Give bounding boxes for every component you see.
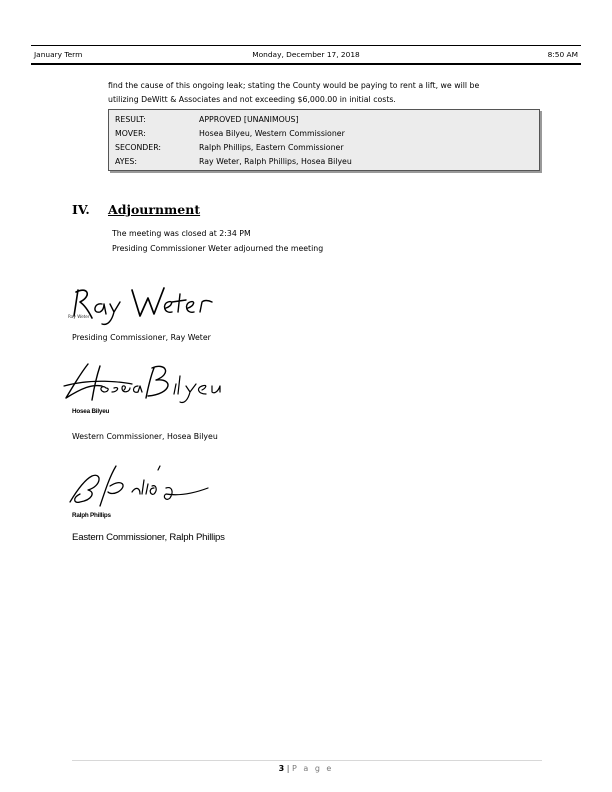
signature-2-title: Western Commissioner, Hosea Bilyeu bbox=[72, 432, 218, 441]
vote-value: Ray Weter, Ralph Phillips, Hosea Bilyeu bbox=[199, 156, 352, 166]
vote-value: Hosea Bilyeu, Western Commissioner bbox=[199, 128, 345, 138]
signature-ray-weter bbox=[62, 282, 222, 330]
page-footer bbox=[0, 764, 612, 773]
page-label: P a g e bbox=[292, 764, 334, 773]
section-title: Adjournment bbox=[108, 202, 201, 217]
vote-key: RESULT: bbox=[115, 114, 146, 124]
vote-row bbox=[115, 112, 352, 126]
vote-key: AYES: bbox=[115, 156, 137, 166]
vote-value: Ralph Phillips, Eastern Commissioner bbox=[199, 142, 344, 152]
header-term: January Term bbox=[34, 50, 83, 59]
vote-row bbox=[115, 140, 352, 154]
header-date: Monday, December 17, 2018 bbox=[252, 50, 360, 59]
signature-hosea-bilyeu bbox=[62, 358, 232, 406]
signature-caption: Ray Weter bbox=[68, 314, 90, 319]
adjourn-line-2: Presiding Commissioner Weter adjourned the meeting bbox=[112, 244, 324, 253]
adjourn-line-1: The meeting was closed at 2:34 PM bbox=[112, 229, 251, 238]
signature-1-title: Presiding Commissioner, Ray Weter bbox=[72, 333, 211, 342]
vote-result-table bbox=[115, 112, 352, 168]
signature-3-title: Eastern Commissioner, Ralph Phillips bbox=[72, 532, 225, 543]
vote-value: APPROVED [UNANIMOUS] bbox=[199, 114, 299, 124]
page-number: 3 bbox=[278, 764, 285, 773]
header-time: 8:50 AM bbox=[547, 50, 578, 59]
vote-key: MOVER: bbox=[115, 128, 146, 138]
body-paragraph-line-2: utilizing DeWitt & Associates and not exceeding $6,000.00 in initial costs. bbox=[108, 95, 396, 104]
signature-2-name: Hosea Bilyeu bbox=[72, 408, 110, 415]
vote-row bbox=[115, 126, 352, 140]
signature-ralph-phillips bbox=[62, 458, 212, 510]
signature-3-name: Ralph Phillips bbox=[72, 512, 111, 519]
vote-row bbox=[115, 154, 352, 168]
footer-separator: | bbox=[286, 764, 290, 773]
header-top-rule bbox=[31, 45, 581, 46]
vote-key: SECONDER: bbox=[115, 142, 162, 152]
header-rule bbox=[31, 63, 581, 65]
vote-result-box bbox=[108, 109, 540, 171]
body-paragraph-line-1: find the cause of this ongoing leak; stating the County would be paying to rent a lift, we will be bbox=[108, 81, 480, 90]
footer-rule bbox=[72, 760, 542, 761]
section-number: IV. bbox=[72, 202, 90, 217]
